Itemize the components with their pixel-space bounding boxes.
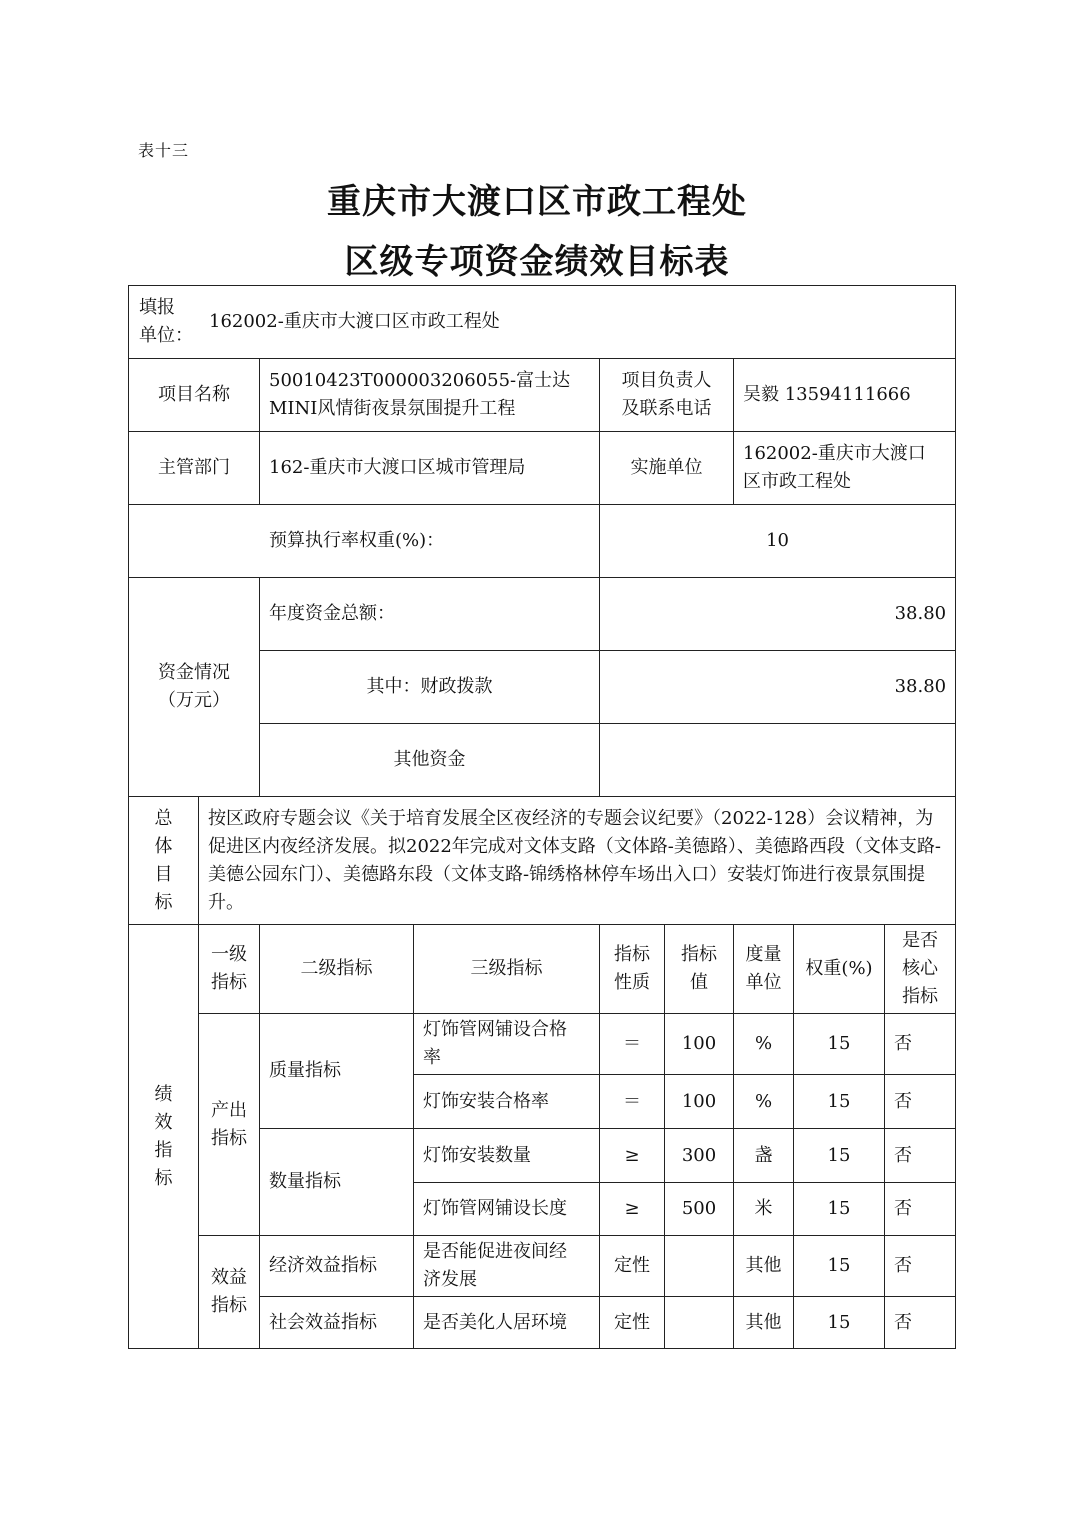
project-owner-value: 吴毅 13594111666 [734,359,956,432]
funds-fiscal-label: 其中：财政拨款 [260,651,600,724]
level3-cell: 灯饰安装合格率 [414,1075,600,1129]
level3-cell: 是否美化人居环境 [414,1297,600,1349]
header-nature-line1: 指标 [614,944,650,965]
perf-label-char: 绩 [154,1083,173,1105]
budget-rate-label: 预算执行率权重(%)： [129,505,600,578]
value-cell: 100 [665,1014,734,1075]
nature-cell: ＝ [600,1075,665,1129]
header-level3: 三级指标 [414,925,600,1014]
impl-unit-label: 实施单位 [600,432,734,505]
project-owner-label-line2: 及联系电话 [621,398,712,419]
budget-rate-value: 10 [600,505,956,578]
level3-line1: 是否能促进夜间经 [423,1241,567,1262]
funds-other-label: 其他资金 [260,724,600,797]
quantity-indicator-label: 数量指标 [260,1129,414,1236]
value-cell: 100 [665,1075,734,1129]
funds-label [129,578,260,797]
level3-line2: 率 [423,1047,441,1068]
core-cell: 否 [885,1075,956,1129]
page-title-line2: 区级专项资金绩效目标表 [344,242,730,282]
value-cell: 500 [665,1183,734,1236]
benefit-label-line1: 效益 [211,1267,247,1288]
project-name-label: 项目名称 [129,359,260,432]
level3-line1: 灯饰管网铺设合格 [423,1019,567,1040]
header-unit-line1: 度量 [745,944,782,965]
weight-cell: 15 [794,1075,885,1129]
benefit-label-line2: 指标 [211,1295,247,1316]
fill-unit-row [129,286,956,359]
header-value [665,925,734,1014]
header-weight: 权重(%) [794,925,885,1014]
level2-cell: 社会效益指标 [260,1297,414,1349]
fill-unit-label-line2: 单位： [139,325,193,346]
core-cell: 否 [885,1183,956,1236]
project-name-line1: 50010423T000003206055-富士达 [269,370,571,391]
dept-label: 主管部门 [129,432,260,505]
nature-cell: ≥ [600,1129,665,1183]
weight-cell: 15 [794,1014,885,1075]
level3-cell: 灯饰安装数量 [414,1129,600,1183]
funds-label-line2: （万元） [158,690,230,711]
header-unit-line2: 单位 [745,972,782,993]
funds-label-line1: 资金情况 [158,662,230,683]
header-value-line1: 指标 [681,944,717,965]
funds-other-value [600,724,956,797]
funds-total-row [129,578,956,651]
perf-label-char: 标 [154,1167,173,1189]
impl-unit-value [734,432,956,505]
perf-label-char: 指 [154,1139,173,1161]
perf-label-char: 效 [154,1111,173,1133]
level3-line2: 济发展 [423,1269,477,1290]
benefit-indicator-label [199,1236,260,1349]
project-name-value [260,359,600,432]
weight-cell: 15 [794,1129,885,1183]
nature-cell: ≥ [600,1183,665,1236]
header-level1 [199,925,260,1014]
level3-cell [414,1014,600,1075]
core-cell: 否 [885,1129,956,1183]
value-cell [665,1236,734,1297]
fill-unit-label-line1: 填报 [139,297,175,318]
perf-label [129,925,199,1349]
header-nature [600,925,665,1014]
perf-header-row [129,925,956,1014]
header-core-line1: 是否 [902,930,939,951]
unit-cell: 其他 [734,1297,794,1349]
header-value-line2: 值 [690,972,708,993]
unit-cell: % [734,1014,794,1075]
impl-unit-line2: 区市政工程处 [743,471,851,492]
level3-cell [414,1236,600,1297]
goal-label [129,797,199,925]
value-cell [665,1297,734,1349]
goal-label-char: 体 [154,835,173,857]
weight-cell: 15 [794,1297,885,1349]
header-core-line3: 指标 [902,986,939,1007]
project-row [129,359,956,432]
dept-value: 162-重庆市大渡口区城市管理局 [260,432,600,505]
output-label-line2: 指标 [211,1127,247,1149]
table-row [129,1236,956,1297]
fill-unit-value: 162002-重庆市大渡口区市政工程处 [209,311,500,332]
quality-indicator-label: 质量指标 [260,1014,414,1129]
header-core [885,925,956,1014]
funds-total-value: 38.80 [600,578,956,651]
core-cell: 否 [885,1297,956,1349]
impl-unit-line1: 162002-重庆市大渡口 [743,443,926,464]
table-number: 表十三 [138,141,190,160]
goal-text: 按区政府专题会议《关于培育发展全区夜经济的专题会议纪要》（2022-128）会议精神，为促进区内夜经济发展。拟2022年完成对文体支路（文体路-美德路）、美德路西段（文体支路-美德公园东门）、美德路东段（文体支路-锦绣格林停车场出入口）安装灯饰进行夜景氛围提升。 [199,797,956,925]
unit-cell: 米 [734,1183,794,1236]
value-cell: 300 [665,1129,734,1183]
project-name-line2: MINI风情街夜景氛围提升工程 [269,398,516,419]
unit-cell: 盏 [734,1129,794,1183]
core-cell: 否 [885,1236,956,1297]
fill-unit-cell [129,286,956,359]
nature-cell: ＝ [600,1014,665,1075]
header-level1-line2: 指标 [211,972,247,993]
weight-cell: 15 [794,1236,885,1297]
output-indicator-label [199,1014,260,1236]
goal-label-char: 标 [154,891,173,913]
level3-cell: 灯饰管网铺设长度 [414,1183,600,1236]
project-owner-label [600,359,734,432]
header-level1-line1: 一级 [211,944,247,965]
header-core-line2: 核心 [902,958,939,979]
output-label-line1: 产出 [211,1099,247,1121]
funds-total-label: 年度资金总额： [260,578,600,651]
project-owner-label-line1: 项目负责人 [621,370,712,391]
header-unit [734,925,794,1014]
budget-rate-row [129,505,956,578]
goal-label-char: 目 [154,863,173,885]
level2-cell: 经济效益指标 [260,1236,414,1297]
weight-cell: 15 [794,1183,885,1236]
page-title-line1: 重庆市大渡口区市政工程处 [327,182,747,222]
funds-fiscal-value: 38.80 [600,651,956,724]
performance-target-table [128,285,956,1349]
dept-row [129,432,956,505]
header-level2: 二级指标 [260,925,414,1014]
header-nature-line2: 性质 [614,972,650,993]
unit-cell: % [734,1075,794,1129]
goal-row [129,797,956,925]
goal-label-char: 总 [154,807,173,829]
nature-cell: 定性 [600,1236,665,1297]
table-row [129,1014,956,1075]
nature-cell: 定性 [600,1297,665,1349]
unit-cell: 其他 [734,1236,794,1297]
core-cell: 否 [885,1014,956,1075]
